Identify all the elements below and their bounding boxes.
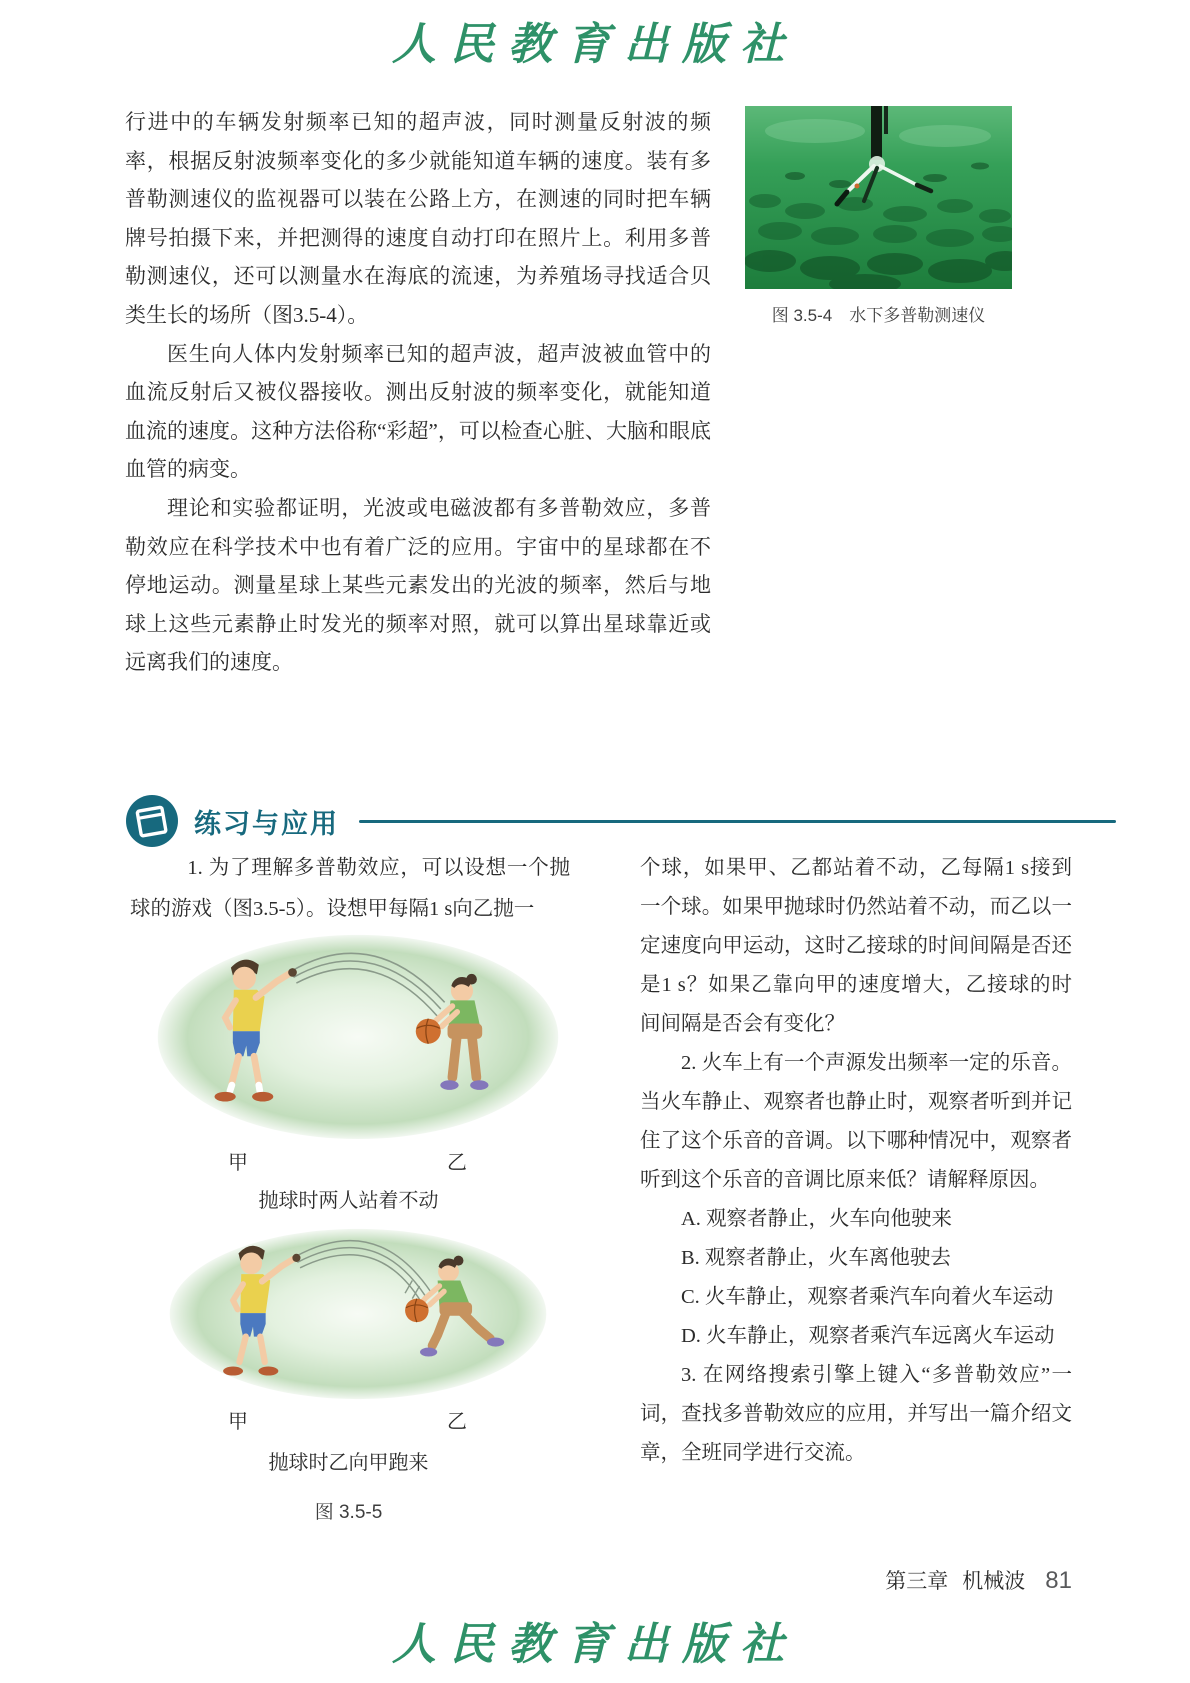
throw-running-drawing bbox=[148, 1228, 568, 1400]
caption-standing: 抛球时两人站着不动 bbox=[258, 1190, 439, 1212]
paragraph-traffic-doppler: 行进中的车辆发射频率已知的超声波，同时测量反射波的频率，根据反射波频率变化的多少就能知道车辆的速度。装有多普勒测速仪的监视器可以装在公路上方，在测速的同时把车辆牌号拍摄下来，并把测得的速度自动打印在照片上。利用多普勒测速仪，还可以测量水在海底的流速，为养殖场寻找适合贝类生长的场所（图3.5-4）。 bbox=[125, 110, 711, 327]
publisher-logo-top: 人民教育出版社 bbox=[392, 20, 798, 69]
underwater-doppler-photo bbox=[745, 106, 1012, 289]
label-jia-1: 甲 bbox=[228, 1152, 248, 1174]
caption-running: 抛球时乙向甲跑来 bbox=[268, 1452, 429, 1474]
paragraph-light-doppler: 理论和实验都证明，光波或电磁波都有多普勒效应，多普勒效应在科学技术中也有着广泛的应用。宇宙中的星球都在不停地运动。测量星球上某些元素发出的光波的频率，然后与地球上这些元素静止时发光的频率对照，就可以算出星球靠近或远离我们的速度。 bbox=[125, 495, 711, 675]
figure-3-5-5-label: 图 3.5-5 bbox=[314, 1502, 383, 1523]
figure-3-5-4-caption: 图 3.5-4 水下多普勒测速仪 bbox=[771, 306, 986, 325]
exercises-section-header bbox=[124, 792, 1116, 850]
illustration-throw-running bbox=[148, 1228, 568, 1400]
footer-chapter: 第三章 bbox=[885, 1569, 949, 1593]
label-yi-1: 乙 bbox=[447, 1152, 467, 1174]
throw-standing-drawing bbox=[148, 933, 568, 1140]
exercise-column-right bbox=[640, 849, 1072, 1473]
publisher-logo-bottom: 人民教育出版社 bbox=[392, 1620, 798, 1669]
question-2-option-b: B. 观察者静止，火车离他驶去 bbox=[681, 1247, 951, 1269]
question-3-text: 3. 在网络搜索引擎上键入“多普勒效应”一词，查找多普勒效应的应用，并写出一篇介绍文章，全班同学进行交流。 bbox=[640, 1364, 1072, 1464]
question-2-option-c: C. 火车静止，观察者乘汽车向着火车运动 bbox=[681, 1286, 1054, 1308]
question-2-text: 2. 火车上有一个声源发出频率一定的乐音。当火车静止、观察者也静止时，观察者听到并记住了这个乐音的音调。以下哪种情况中，观察者听到这个乐音的音调比原来低？请解释原因。 bbox=[640, 1052, 1072, 1191]
exercises-title: 练习与应用 bbox=[194, 808, 339, 839]
paragraph-medical-doppler: 医生向人体内发射频率已知的超声波，超声波被血管中的血流反射后又被仪器接收。测出反射波的频率变化，就能知道血流的速度。这种方法俗称“彩超”，可以检查心脏、大脑和眼底血管的病变。 bbox=[125, 341, 711, 482]
page-footer bbox=[0, 1565, 1072, 1595]
footer-section: 机械波 bbox=[962, 1569, 1026, 1593]
illustration-throw-standing bbox=[148, 933, 568, 1140]
label-jia-2: 甲 bbox=[228, 1411, 248, 1433]
main-text-block bbox=[125, 103, 711, 682]
header-rule bbox=[359, 820, 1116, 823]
question-1-text: 1. 为了理解多普勒效应，可以设想一个抛球的游戏（图3.5-5）。设想甲每隔1 s向乙抛一 bbox=[130, 857, 570, 920]
exercises-book-icon bbox=[124, 793, 180, 849]
question-2-option-a: A. 观察者静止，火车向他驶来 bbox=[681, 1208, 953, 1230]
page-number: 81 bbox=[1045, 1567, 1072, 1594]
exercise-column-left bbox=[130, 848, 570, 930]
question-1-continued: 个球，如果甲、乙都站着不动，乙每隔1 s接到一个球。如果甲抛球时仍然站着不动，而乙以一定速度向甲运动，这时乙接球的时间间隔是否还是1 s？如果乙靠向甲的速度增大，乙接球的时间间隔是否会有变化？ bbox=[640, 857, 1072, 1035]
question-2-option-d: D. 火车静止，观察者乘汽车远离火车运动 bbox=[681, 1325, 1055, 1347]
figure-3-5-4 bbox=[745, 106, 1012, 326]
label-yi-2: 乙 bbox=[447, 1411, 467, 1433]
